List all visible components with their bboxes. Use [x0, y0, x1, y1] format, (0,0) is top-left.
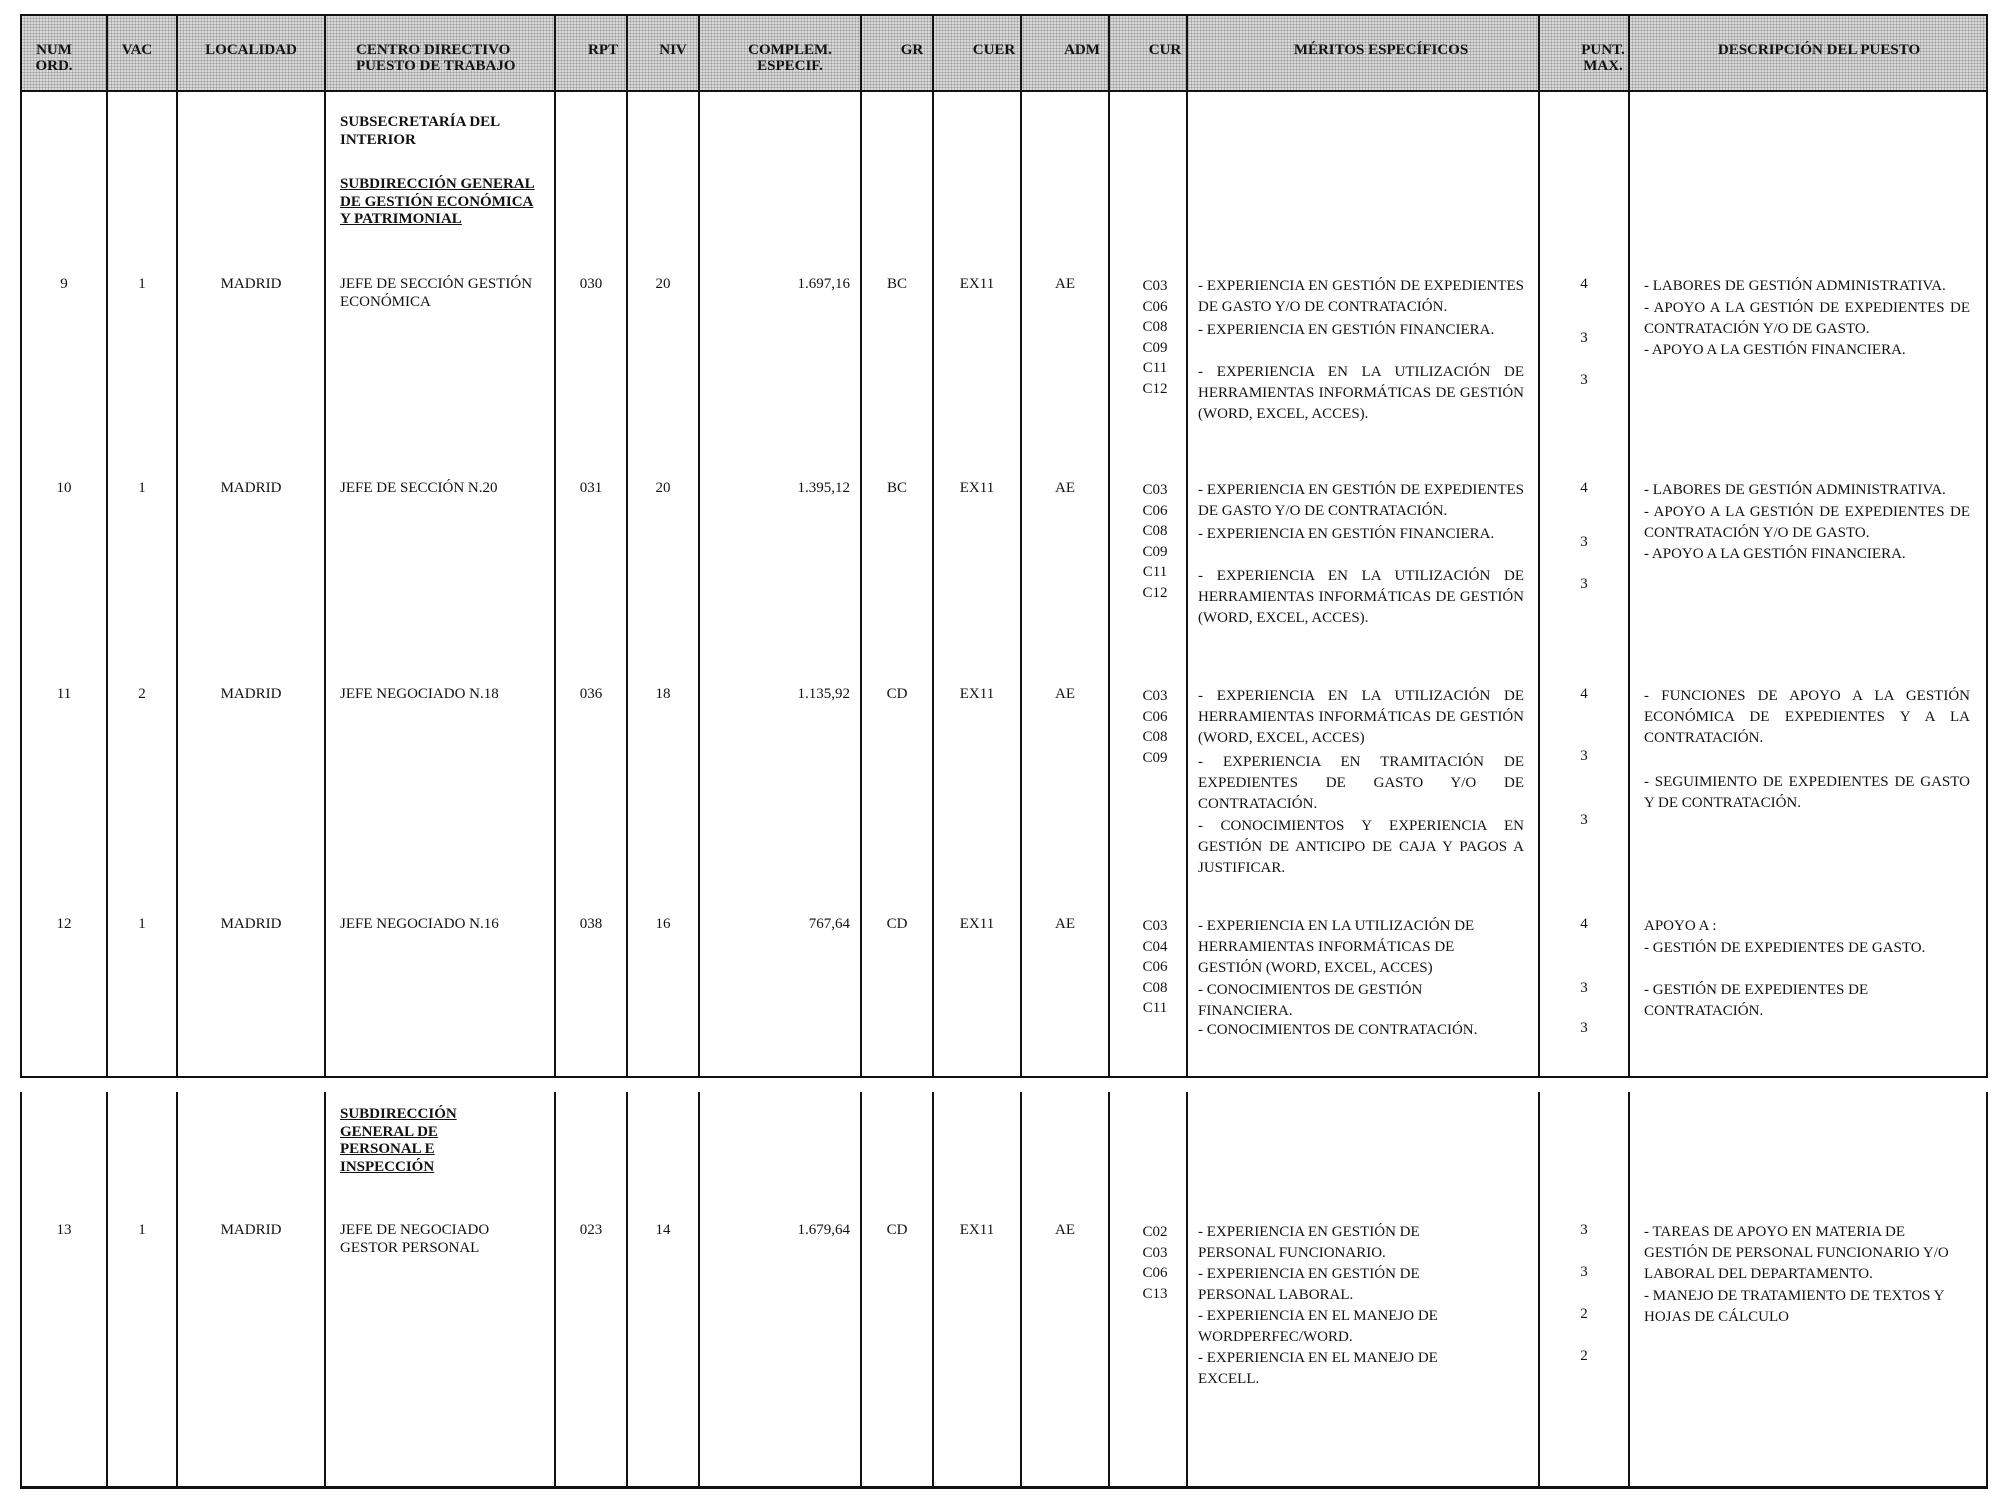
cell-cur-code: C11 [1142, 1000, 1168, 1016]
vline [1186, 14, 1188, 1076]
cell-gr: CD [886, 916, 908, 932]
header-niv: NIV [659, 42, 687, 58]
cell-descripcion: - SEGUIMIENTO DE EXPEDIENTES DE GASTO Y DE CONTRATACIÓN. [1644, 774, 1970, 811]
header-complem: COMPLEM. ESPECIF. [748, 42, 832, 74]
vline [860, 1092, 862, 1488]
vline [20, 1092, 22, 1488]
cell-puesto: JEFE DE NEGOCIADO GESTOR PERSONAL [340, 1222, 490, 1256]
cell-cuer: EX11 [959, 916, 995, 932]
cell-num: 9 [60, 276, 68, 292]
cell-complem: 767,64 [808, 916, 850, 932]
cell-adm: AE [1055, 276, 1075, 292]
vline [1538, 1092, 1540, 1488]
cell-merito: - CONOCIMIENTOS DE CONTRATACIÓN. [1198, 1022, 1478, 1038]
cell-cur-code: C04 [1142, 938, 1168, 955]
cell-cur-code: C11 [1142, 360, 1168, 376]
cell-punt: 3 [1580, 812, 1588, 828]
section-subsecretaria: SUBSECRETARÍA DEL INTERIOR [340, 114, 500, 148]
cell-rpt: 031 [579, 480, 603, 496]
cell-descripcion: - MANEJO DE TRATAMIENTO DE TEXTOS Y HOJAS DE CÁLCULO [1644, 1288, 1944, 1325]
cell-merito: - EXPERIENCIA EN LA UTILIZACIÓN DE HERRAMIENTAS INFORMÁTICAS DE GESTIÓN (WORD, EXCEL, ACCES) [1198, 918, 1475, 976]
cell-cur-code: C06 [1142, 959, 1168, 975]
vline [626, 1092, 628, 1488]
cell-vac: 1 [138, 1222, 146, 1238]
cell-punt: 4 [1580, 916, 1588, 932]
cell-cuer: EX11 [959, 276, 995, 292]
table-frame [20, 14, 1988, 1490]
cell-cur-code: C06 [1142, 502, 1168, 519]
header-localidad: LOCALIDAD [205, 42, 297, 58]
cell-descripcion: - APOYO A LA GESTIÓN FINANCIERA. [1644, 546, 1906, 562]
header-cuer: CUER [972, 42, 1016, 58]
cell-cur-code: C09 [1142, 749, 1168, 766]
header-centro: CENTRO DIRECTIVO PUESTO DE TRABAJO [356, 42, 516, 74]
cell-vac: 1 [138, 480, 146, 496]
vline [106, 1092, 108, 1488]
cell-cuer: EX11 [959, 686, 995, 702]
cell-punt: 3 [1580, 980, 1588, 996]
cell-cur-code: C08 [1142, 319, 1168, 335]
cell-descripcion: - LABORES DE GESTIÓN ADMINISTRATIVA. [1644, 278, 1946, 294]
cell-merito: - EXPERIENCIA EN LA UTILIZACIÓN DE HERRAMIENTAS INFORMÁTICAS DE GESTIÓN (WORD, EXCEL, ACCES). [1198, 364, 1524, 422]
cell-cur-code: C03 [1142, 278, 1168, 294]
cell-cur-code: C09 [1142, 339, 1168, 356]
cell-cur-code: C08 [1142, 979, 1168, 996]
header-gr: GR [900, 42, 924, 58]
header-punt: PUNT. MAX. [1581, 42, 1625, 74]
vline [1186, 1092, 1188, 1488]
vline [698, 1092, 700, 1488]
rule-top [20, 14, 1988, 16]
vline [1108, 1092, 1110, 1488]
cell-vac: 1 [138, 276, 146, 292]
cell-puesto: JEFE NEGOCIADO N.18 [340, 686, 499, 702]
cell-descripcion: - LABORES DE GESTIÓN ADMINISTRATIVA. [1644, 482, 1946, 498]
header-descripcion: DESCRIPCIÓN DEL PUESTO [1717, 42, 1921, 58]
vline [1986, 1092, 1988, 1488]
cell-punt: 3 [1580, 1264, 1588, 1280]
section-subdireccion-personal: SUBDIRECCIÓN GENERAL DE PERSONAL E INSPECCIÓN [340, 1106, 457, 1175]
cell-cuer: EX11 [959, 480, 995, 496]
cell-descripcion: - GESTIÓN DE EXPEDIENTES DE CONTRATACIÓN. [1644, 982, 1869, 1019]
cell-merito: - EXPERIENCIA EN GESTIÓN DE PERSONAL LABORAL. [1198, 1266, 1420, 1303]
cell-niv: 16 [655, 916, 671, 932]
section-subdireccion-gestion: SUBDIRECCIÓN GENERAL DE GESTIÓN ECONÓMICA Y PATRIMONIAL [340, 176, 535, 227]
cell-punt: 3 [1580, 372, 1588, 388]
cell-adm: AE [1055, 916, 1075, 932]
cell-niv: 20 [655, 276, 671, 292]
cell-gr: CD [886, 1222, 908, 1238]
cell-cuer: EX11 [959, 1222, 995, 1238]
header-num: NUM ORD. [35, 42, 73, 74]
cell-localidad: MADRID [220, 480, 282, 496]
cell-puesto: JEFE DE SECCIÓN N.20 [340, 480, 498, 496]
cell-niv: 18 [655, 686, 671, 702]
cell-merito: - EXPERIENCIA EN GESTIÓN DE PERSONAL FUNCIONARIO. [1198, 1224, 1420, 1261]
cell-cur-code: C11 [1142, 564, 1168, 580]
vline [20, 14, 22, 1076]
cell-cur-code: C12 [1142, 584, 1168, 601]
cell-complem: 1.697,16 [797, 276, 850, 292]
cell-cur-code: C12 [1142, 380, 1168, 397]
cell-descripcion: - APOYO A LA GESTIÓN DE EXPEDIENTES DE CONTRATACIÓN Y/O DE GASTO. [1644, 504, 1970, 541]
cell-punt: 4 [1580, 686, 1588, 702]
cell-num: 10 [56, 480, 72, 496]
cell-descripcion: APOYO A : [1644, 918, 1717, 934]
cell-descripcion: - TAREAS DE APOYO EN MATERIA DE GESTIÓN DE PERSONAL FUNCIONARIO Y/O LABORAL DEL DEPARTAMENTO. [1644, 1224, 1949, 1282]
cell-merito: - CONOCIMIENTOS Y EXPERIENCIA EN GESTIÓN DE ANTICIPO DE CAJA Y PAGOS A JUSTIFICAR. [1198, 818, 1524, 876]
cell-adm: AE [1055, 1222, 1075, 1238]
cell-cur-code: C03 [1142, 918, 1168, 934]
cell-cur-code: C13 [1142, 1285, 1168, 1302]
cell-gr: BC [886, 480, 907, 496]
header-rpt: RPT [588, 42, 618, 58]
header-adm: ADM [1064, 42, 1100, 58]
cell-merito: - EXPERIENCIA EN LA UTILIZACIÓN DE HERRAMIENTAS INFORMÁTICAS DE GESTIÓN (WORD, EXCEL, ACCES) [1198, 688, 1524, 746]
header-cur: CUR [1148, 42, 1182, 58]
cell-niv: 14 [655, 1222, 671, 1238]
rule-bottom [20, 1486, 1988, 1489]
cell-punt: 3 [1580, 1020, 1588, 1036]
cell-merito: - EXPERIENCIA EN EL MANEJO DE WORDPERFEC/WORD. [1198, 1308, 1438, 1345]
cell-rpt: 038 [579, 916, 603, 932]
rule-header-bottom [20, 90, 1988, 92]
cell-gr: BC [886, 276, 907, 292]
cell-localidad: MADRID [220, 916, 282, 932]
cell-punt: 3 [1580, 534, 1588, 550]
cell-adm: AE [1055, 686, 1075, 702]
cell-adm: AE [1055, 480, 1075, 496]
vline [554, 1092, 556, 1488]
cell-cur-code: C02 [1142, 1224, 1168, 1240]
cell-complem: 1.135,92 [797, 686, 850, 702]
cell-num: 12 [56, 916, 72, 932]
cell-cur-code: C08 [1142, 729, 1168, 745]
vline [106, 14, 108, 1076]
cell-punt: 3 [1580, 330, 1588, 346]
cell-punt: 2 [1580, 1348, 1588, 1364]
vline [324, 1092, 326, 1488]
vline [1020, 1092, 1022, 1488]
cell-merito: - EXPERIENCIA EN GESTIÓN FINANCIERA. [1198, 526, 1495, 542]
cell-punt: 3 [1580, 576, 1588, 592]
cell-cur-code: C06 [1142, 708, 1168, 725]
vline [1628, 14, 1630, 1076]
cell-punt: 3 [1580, 748, 1588, 764]
cell-num: 13 [56, 1222, 72, 1238]
cell-vac: 2 [138, 686, 146, 702]
cell-merito: - EXPERIENCIA EN GESTIÓN DE EXPEDIENTES DE GASTO Y/O DE CONTRATACIÓN. [1198, 278, 1524, 315]
cell-cur-code: C03 [1142, 688, 1168, 704]
cell-puesto: JEFE NEGOCIADO N.16 [340, 916, 499, 932]
table-header [20, 14, 1988, 90]
cell-punt: 2 [1580, 1306, 1588, 1322]
header-meritos: MÉRITOS ESPECÍFICOS [1293, 42, 1469, 58]
cell-descripcion: - APOYO A LA GESTIÓN DE EXPEDIENTES DE CONTRATACIÓN Y/O DE GASTO. [1644, 300, 1970, 337]
cell-merito: - CONOCIMIENTOS DE GESTIÓN FINANCIERA. [1198, 982, 1423, 1019]
cell-punt: 3 [1580, 1222, 1588, 1238]
cell-rpt: 023 [579, 1222, 603, 1238]
header-vac: VAC [121, 42, 153, 58]
vline [1986, 14, 1988, 1076]
cell-localidad: MADRID [220, 1222, 282, 1238]
vline [1628, 1092, 1630, 1488]
cell-complem: 1.395,12 [797, 480, 850, 496]
cell-merito: - EXPERIENCIA EN LA UTILIZACIÓN DE HERRAMIENTAS INFORMÁTICAS DE GESTIÓN (WORD, EXCEL, ACCES). [1198, 568, 1524, 626]
cell-punt: 4 [1580, 480, 1588, 496]
cell-cur-code: C08 [1142, 523, 1168, 539]
cell-cur-code: C03 [1142, 482, 1168, 498]
vline [1108, 14, 1110, 1076]
cell-vac: 1 [138, 916, 146, 932]
cell-merito: - EXPERIENCIA EN TRAMITACIÓN DE EXPEDIENTES DE GASTO Y/O DE CONTRATACIÓN. [1198, 754, 1524, 812]
cell-localidad: MADRID [220, 276, 282, 292]
cell-complem: 1.679,64 [797, 1222, 850, 1238]
cell-puesto: JEFE DE SECCIÓN GESTIÓN ECONÓMICA [340, 276, 533, 310]
cell-descripcion: - GESTIÓN DE EXPEDIENTES DE GASTO. [1644, 940, 1926, 956]
cell-punt: 4 [1580, 276, 1588, 292]
cell-cur-code: C06 [1142, 1265, 1168, 1281]
cell-merito: - EXPERIENCIA EN GESTIÓN FINANCIERA. [1198, 322, 1495, 338]
cell-localidad: MADRID [220, 686, 282, 702]
cell-cur-code: C03 [1142, 1244, 1168, 1261]
cell-num: 11 [56, 686, 72, 702]
cell-niv: 20 [655, 480, 671, 496]
vline [932, 1092, 934, 1488]
cell-gr: CD [886, 686, 908, 702]
cell-cur-code: C06 [1142, 298, 1168, 315]
cell-cur-code: C09 [1142, 543, 1168, 560]
cell-merito: - EXPERIENCIA EN EL MANEJO DE EXCELL. [1198, 1350, 1438, 1387]
cell-descripcion: - FUNCIONES DE APOYO A LA GESTIÓN ECONÓMICA DE EXPEDIENTES Y A LA CONTRATACIÓN. [1644, 688, 1970, 746]
cell-merito: - EXPERIENCIA EN GESTIÓN DE EXPEDIENTES DE GASTO Y/O DE CONTRATACIÓN. [1198, 482, 1524, 519]
cell-rpt: 030 [579, 276, 603, 292]
rule-section-divider [20, 1076, 1988, 1078]
cell-rpt: 036 [579, 686, 603, 702]
cell-descripcion: - APOYO A LA GESTIÓN FINANCIERA. [1644, 342, 1906, 358]
vline [324, 14, 326, 1076]
vline [176, 1092, 178, 1488]
